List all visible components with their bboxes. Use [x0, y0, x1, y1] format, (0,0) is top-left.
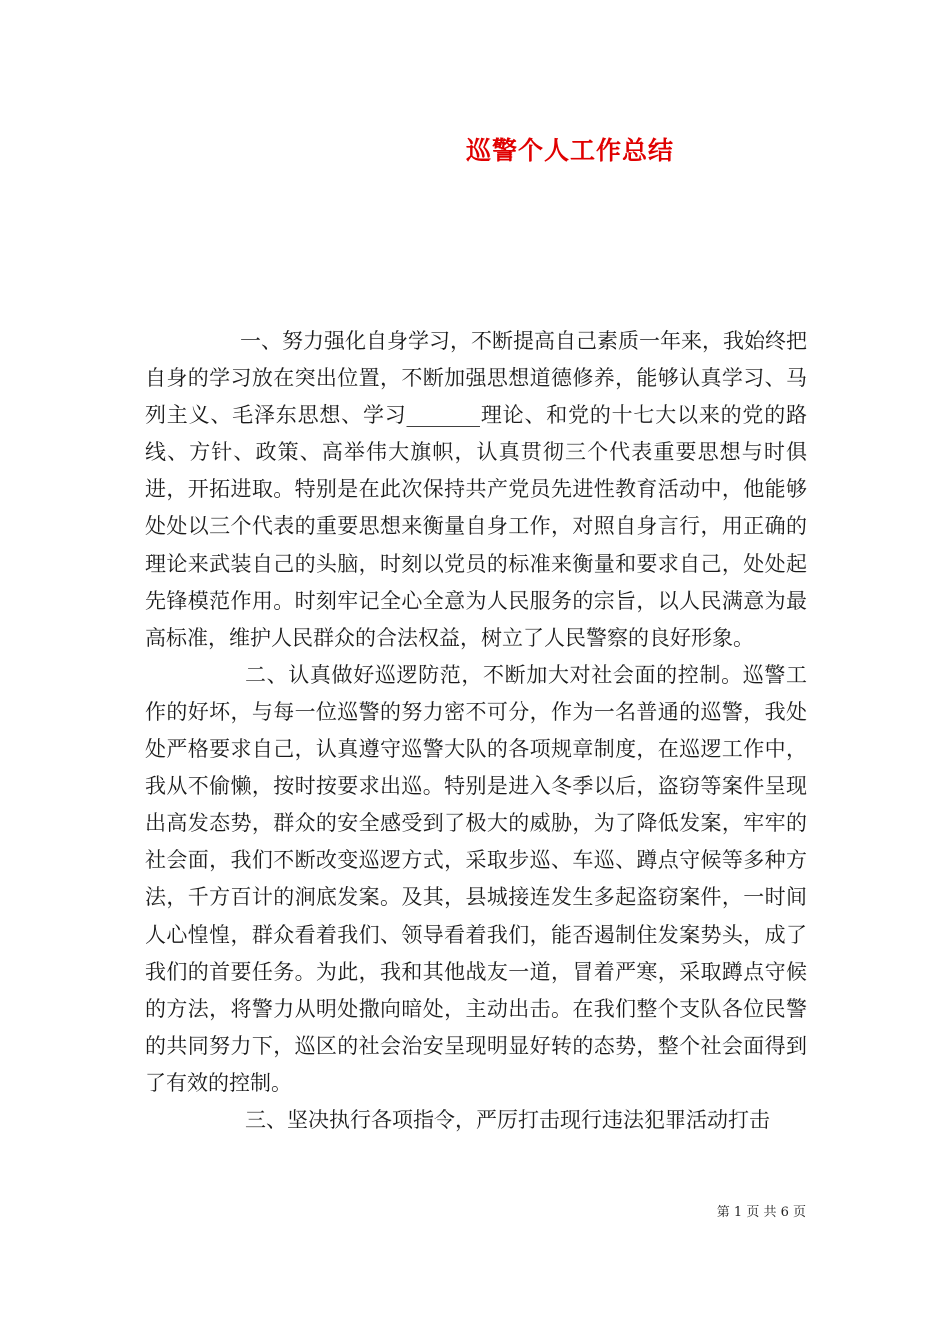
paragraph-1: 一、努力强化自身学习，不断提高自己素质一年来，我始终把自身的学习放在突出位置，不断加强思想道德修养，能够认真学习、马列主义、毛泽东思想、学习_______理论、和党的十七大以来的党的路线、方针、政策、高举伟大旗帜，认真贯彻三个代表重要思想与时俱进，开拓进取。特别是在此次保持共产党员先进性教育活动中，他能够处处以三个代表的重要思想来衡量自身工作，对照自身言行，用正确的理论来武装自己的头脑，时刻以党员的标准来衡量和要求自己，处处起先锋模范作用。时刻牢记全心全意为人民服务的宗旨，以人民满意为最高标准，维护人民群众的合法权益，树立了人民警察的良好形象。	[145, 329, 807, 650]
page-number-footer: 第 1 页 共 6 页	[716, 1205, 806, 1220]
document-body	[145, 323, 807, 1139]
paragraph-2: 二、认真做好巡逻防范，不断加大对社会面的控制。巡警工作的好坏，与每一位巡警的努力密不可分，作为一名普通的巡警，我处处严格要求自己，认真遵守巡警大队的各项规章制度，在巡逻工作中，我从不偷懒，按时按要求出巡。特别是进入冬季以后，盗窃等案件呈现出高发态势，群众的安全感受到了极大的威胁，为了降低发案，牢牢的社会面，我们不断改变巡逻方式，采取步巡、车巡、蹲点守候等多种方法，千方百计的涧底发案。及其，县城接连发生多起盗窃案件，一时间人心惶惶，群众看着我们、领导看着我们，能否遏制住发案势头，成了我们的首要任务。为此，我和其他战友一道，冒着严寒，采取蹲点守候的方法，将警力从明处撒向暗处，主动出击。在我们整个支队各位民警的共同努力下，巡区的社会治安呈现明显好转的态势，整个社会面得到了有效的控制。	[145, 662, 807, 1095]
paragraph-3: 三、坚决执行各项指令，严厉打击现行违法犯罪活动打击	[245, 1107, 770, 1132]
document-title: 巡警个人工作总结	[465, 136, 674, 165]
